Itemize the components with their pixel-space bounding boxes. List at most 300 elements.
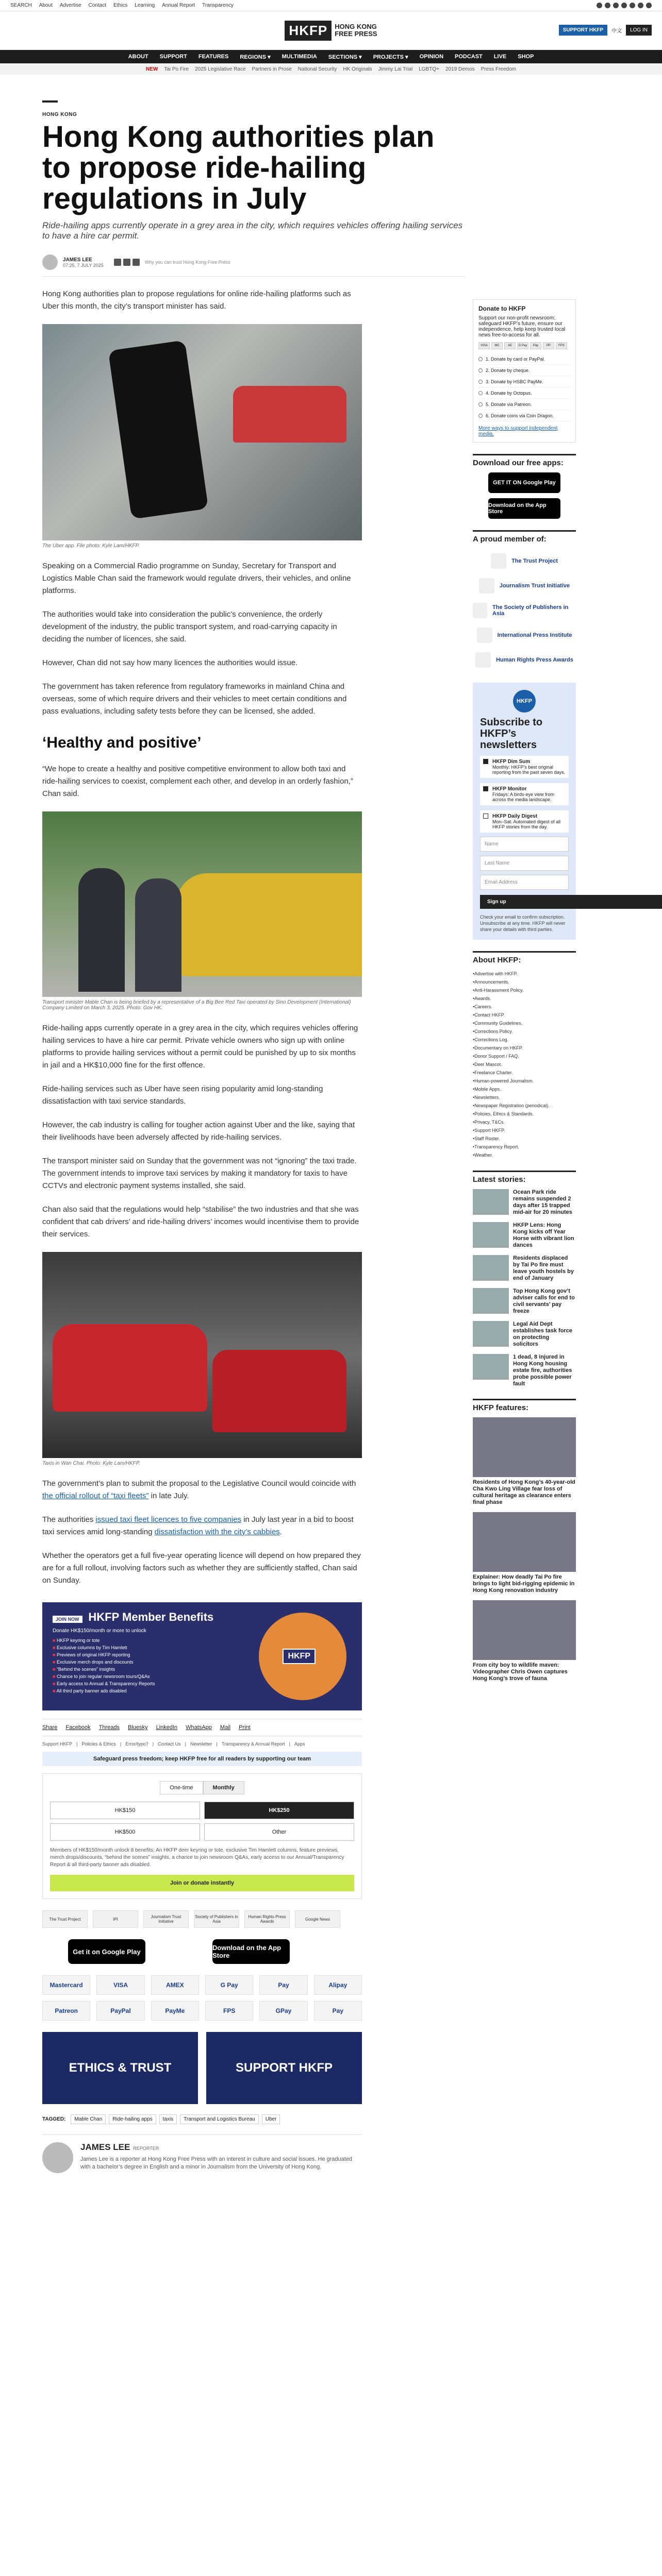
- trend-item[interactable]: Tai Po Fire: [164, 66, 189, 72]
- amount-options: [50, 1802, 354, 1841]
- org-logo[interactable]: IPI: [93, 1910, 138, 1928]
- name-field[interactable]: Name: [480, 837, 569, 852]
- member-logo[interactable]: [473, 623, 576, 648]
- payment-logo[interactable]: Pay: [314, 2001, 362, 2021]
- about-link[interactable]: • Anti-Harassment Policy.: [473, 986, 576, 994]
- story-title: Legal Aid Dept establishes task force on protecting solicitors: [513, 1321, 572, 1347]
- category-label[interactable]: HONG KONG: [42, 112, 77, 117]
- email-field[interactable]: Email Address: [480, 875, 569, 890]
- policy-link[interactable]: Newsletter: [190, 1741, 212, 1747]
- payment-methods: [42, 1975, 362, 2021]
- newsletter-title: Subscribe to HKFP’s newsletters: [480, 717, 543, 751]
- logo-line-2: FREE PRESS: [335, 30, 377, 38]
- annual-report-link[interactable]: Annual Report: [162, 3, 195, 8]
- threads-share-link[interactable]: Threads: [98, 1724, 120, 1731]
- figure-minister-taxi: [42, 811, 362, 1011]
- text-run: .: [279, 1528, 282, 1536]
- bullet-icon: [478, 391, 483, 395]
- donate-text: Support our non-profit newsroom: safeguard HKFP’s future, ensure our independence, help keep trusted local news free-to-access for all.: [478, 315, 566, 338]
- signup-button[interactable]: Sign up: [480, 895, 662, 909]
- payment-logo[interactable]: AMEX: [151, 1975, 199, 1995]
- whatsapp-share-link[interactable]: WhatsApp: [186, 1724, 212, 1731]
- option-desc: Monthly: HKFP’s best original reporting from the past seven days.: [492, 765, 566, 775]
- author-box: [42, 2134, 362, 2173]
- latest-story[interactable]: [473, 1354, 576, 1387]
- latest-story[interactable]: [473, 1255, 576, 1282]
- author-bio: James Lee is a reporter at Hong Kong Free Press with an interest in culture and social issues. He graduated with a bachelor’s degree in English and a minor in Journalism from the University of Hong Kong.: [80, 2156, 353, 2170]
- search-link[interactable]: SEARCH: [10, 3, 32, 8]
- facebook-share-icon[interactable]: [114, 259, 121, 266]
- payment-logo[interactable]: VISA: [96, 1975, 144, 1995]
- article-body: [42, 288, 362, 2173]
- member-benefits-banner[interactable]: [42, 1602, 362, 1710]
- card-icon: VISA: [478, 342, 490, 349]
- bullet-icon: [478, 380, 483, 384]
- trend-item[interactable]: LGBTQ+: [419, 66, 439, 72]
- logo-mark: [479, 578, 494, 594]
- contact-link[interactable]: Contact: [88, 3, 106, 8]
- minister-taxi-photo: [42, 811, 362, 997]
- linkedin-share-link[interactable]: LinkedIn: [156, 1724, 178, 1731]
- story-title: HKFP Lens: Hong Kong kicks off Year Horse with vibrant lion dances: [513, 1222, 574, 1248]
- donate-option[interactable]: [478, 365, 570, 376]
- article-subtitle: Ride-hailing apps currently operate in a grey area in the city, which requires vehicles offering hailing services to have a hire car permit.: [42, 221, 463, 241]
- option-name: HKFP Monitor: [492, 786, 527, 792]
- about-link[interactable]: • Awards.: [473, 994, 576, 1003]
- rss-icon[interactable]: [646, 3, 652, 8]
- login-button[interactable]: LOG IN: [626, 25, 652, 36]
- hkfp-logo[interactable]: [285, 21, 377, 41]
- support-hkfp-button[interactable]: SUPPORT HKFP: [559, 25, 607, 36]
- ethics-link[interactable]: Ethics: [113, 3, 128, 8]
- card-icon: AE: [504, 342, 516, 349]
- about-link[interactable]: • Deer Mascot.: [473, 1060, 576, 1069]
- list-item: ■ Exclusive merch drops and discounts: [53, 1658, 352, 1666]
- more-ways-link[interactable]: More ways to support independent media.: [478, 426, 558, 437]
- about-link[interactable]: • Privacy, T&Cs.: [473, 1118, 576, 1126]
- taxi-fleets-link[interactable]: the official rollout of “taxi fleets”: [42, 1492, 149, 1500]
- option-label: 6. Donate coins via Coin Dragon.: [486, 413, 554, 418]
- one-time-option[interactable]: One-time: [160, 1781, 203, 1794]
- tags-label: TAGGED:: [42, 2116, 66, 2122]
- nav-opinion[interactable]: OPINION: [419, 54, 444, 60]
- option-label: 4. Donate by Octopus.: [486, 390, 532, 396]
- main-nav: [0, 50, 662, 63]
- newsletter-option[interactable]: [480, 810, 569, 833]
- trust-link[interactable]: Why you can trust Hong Kong Free Press: [144, 260, 230, 265]
- text-run: The government’s plan to submit the proposal to the Legislative Council would coincide with: [42, 1479, 356, 1488]
- about-link[interactable]: • Staff Roster.: [473, 1134, 576, 1143]
- nav-sections[interactable]: SECTIONS ▾: [328, 54, 362, 60]
- taxis-photo: [42, 1252, 362, 1458]
- trend-item[interactable]: Jimmy Lai Trial: [378, 66, 413, 72]
- figure-caption: Transport minister Mable Chan is being briefed by a representative of a Big Bee Red Taxi operated by Sino Development (International) Company Limited on March 3, 2025. Photo: Gov HK.: [42, 999, 351, 1011]
- story-title: Ocean Park ride remains suspended 2 days after 15 trapped mid-air for 20 minutes: [513, 1189, 572, 1215]
- bullet-icon: [478, 414, 483, 418]
- mail-share-icon[interactable]: [133, 259, 140, 266]
- list-item: ■ Exclusive columns by Tim Hamlett: [53, 1644, 352, 1651]
- about-link[interactable]: • Contact HKFP.: [473, 1011, 576, 1019]
- member-logo[interactable]: [473, 648, 576, 672]
- card-icon: FPS: [556, 342, 567, 349]
- card-icon: G Pay: [517, 342, 528, 349]
- person-shape: [78, 868, 125, 992]
- member-logo[interactable]: [473, 549, 576, 573]
- features-heading: HKFP features:: [473, 1399, 576, 1412]
- app-store-badge[interactable]: Download on the App Store: [212, 1939, 290, 1964]
- about-heading: About HKFP:: [473, 951, 576, 964]
- policy-link[interactable]: Apps: [294, 1741, 305, 1747]
- figure-uber-app: [42, 324, 362, 549]
- newsletter-fine-print: Check your email to confirm subscription. Unsubscribe at any time. HKFP will never share your details with third parties.: [480, 914, 566, 932]
- last-name-field[interactable]: Last Name: [480, 856, 569, 871]
- member-logo[interactable]: [473, 598, 576, 623]
- sidebar: [473, 288, 576, 1688]
- hkfp-badge: HKFP: [283, 1649, 316, 1664]
- payment-logo[interactable]: Patreon: [42, 2001, 90, 2021]
- about-link[interactable]: • Weather.: [473, 1151, 576, 1159]
- about-link[interactable]: • Donor Support / FAQ.: [473, 1052, 576, 1060]
- logo-mark: [491, 553, 506, 569]
- paragraph: Chan also said that the regulations would help “stabilise” the two industries and that she was confident that cab drivers’ and ride-hailing drivers’ incomes would incentivise them to provide their services.: [42, 1205, 359, 1239]
- tag-list: [42, 2114, 362, 2124]
- bluesky-icon[interactable]: [638, 3, 643, 8]
- mail-share-link[interactable]: Mail: [220, 1724, 231, 1731]
- about-link[interactable]: • Human-powered Journalism.: [473, 1077, 576, 1085]
- taxi-shape: [233, 386, 346, 443]
- threads-icon[interactable]: [630, 3, 635, 8]
- paragraph: The transport minister said on Sunday that the government was not “ignoring” the taxi trade. The government intends to improve taxi services by making it mandatory for taxis to have CCTVs and electronic payment systems installed, she said.: [42, 1157, 357, 1190]
- trend-item[interactable]: Press Freedom: [481, 66, 517, 72]
- about-link[interactable]: • Freelance Charter.: [473, 1069, 576, 1077]
- donate-option[interactable]: [478, 353, 570, 365]
- sidebar-app-store-badge[interactable]: Download on the App Store: [488, 498, 560, 519]
- learning-link[interactable]: Learning: [135, 3, 155, 8]
- hkfp-circle-logo: HKFP: [513, 690, 536, 713]
- card-icon: PP: [543, 342, 554, 349]
- feature-image: [473, 1512, 576, 1572]
- content-wrap: [16, 100, 646, 2173]
- org-logo[interactable]: Human Rights Press Awards: [244, 1910, 290, 1928]
- latest-story[interactable]: [473, 1189, 576, 1216]
- newsletter-option[interactable]: [480, 783, 569, 805]
- donate-button[interactable]: Join or donate instantly: [50, 1875, 354, 1891]
- feature-image: [473, 1600, 576, 1660]
- option-desc: Fridays: A birds-eye view from across the media landscape.: [492, 792, 555, 802]
- about-link[interactable]: • Announcements.: [473, 978, 576, 986]
- paragraph: However, Chan did not say how many licences the authorities would issue.: [42, 658, 298, 667]
- amount-option[interactable]: HK$150: [50, 1802, 200, 1819]
- about-link[interactable]: • Newspaper Registration (periodical).: [473, 1101, 576, 1110]
- about-list: [473, 970, 576, 1159]
- trend-item[interactable]: 2019 Demos: [445, 66, 475, 72]
- list-item: ■ “Behind the scenes” insights: [53, 1666, 352, 1673]
- feature-item[interactable]: [473, 1417, 576, 1506]
- taxi-shape: [176, 873, 362, 976]
- latest-story[interactable]: [473, 1321, 576, 1348]
- phone-shape: [108, 340, 208, 519]
- nav-podcast[interactable]: PODCAST: [455, 54, 483, 60]
- logo-mark: [477, 628, 492, 643]
- donate-options: [478, 353, 570, 421]
- nav-multimedia[interactable]: MULTIMEDIA: [282, 54, 317, 60]
- about-link[interactable]: • Community Guidelines.: [473, 1019, 576, 1027]
- language-toggle[interactable]: 中文: [611, 28, 622, 34]
- org-logo[interactable]: Society of Publishers in Asia: [194, 1910, 239, 1928]
- story-title: Residents displaced by Tai Po fire must leave youth hostels by end of January: [513, 1255, 574, 1281]
- payment-logo[interactable]: Pay: [259, 1975, 307, 1995]
- author-box-name-text: JAMES LEE: [80, 2142, 130, 2152]
- nav-support[interactable]: SUPPORT: [159, 54, 187, 60]
- about-link[interactable]: • Support HKFP.: [473, 1126, 576, 1134]
- nav-regions[interactable]: REGIONS ▾: [240, 54, 271, 60]
- about-link[interactable]: • Mobile Apps.: [473, 1085, 576, 1093]
- about-link[interactable]: • Transparency Report.: [473, 1143, 576, 1151]
- benefits-title: HKFP Member Benefits: [88, 1611, 214, 1623]
- org-logo[interactable]: Journalism Trust Initiative: [143, 1910, 189, 1928]
- tag[interactable]: Transport and Logistics Bureau: [180, 2114, 259, 2124]
- bluesky-share-link[interactable]: Bluesky: [128, 1724, 148, 1731]
- donate-note: Members of HK$150/month unlock 8 benefits: An HKFP deer keyring or tote, exclusive Tim Hamlett columns, feature previews, merch drops/discounts, “behind the scenes” insights, a chance to join newsroom Q&As, early access to our Annual/Transparency Report & all third-party banner ads disabled.: [50, 1848, 344, 1868]
- payment-logo[interactable]: PayMe: [151, 2001, 199, 2021]
- logo-box: HKFP: [285, 21, 332, 41]
- join-now-tag: JOIN NOW: [53, 1616, 82, 1623]
- story-thumbnail: [473, 1354, 509, 1380]
- policy-links: Support HKFP | Policies & Ethics | Error/typo? | Contact Us | Newsletter | Transparency & Annual Report | Apps: [42, 1741, 305, 1747]
- list-item: ■ All third party banner ads disabled: [53, 1687, 352, 1694]
- taxi-shape: [212, 1350, 346, 1432]
- story-title: Top Hong Kong gov’t adviser calls for end to civil servants’ pay freeze: [513, 1288, 575, 1314]
- ethics-trust-banner[interactable]: ETHICS & TRUST: [42, 2032, 198, 2104]
- new-badge: NEW: [145, 66, 158, 72]
- app-store-badges: [68, 1939, 362, 1964]
- text-run: The authorities: [42, 1515, 96, 1524]
- policy-link[interactable]: Contact Us: [158, 1741, 181, 1747]
- list-item: ■ HKFP keyring or tote: [53, 1637, 352, 1644]
- paragraph: [42, 1514, 362, 1538]
- option-label: 1. Donate by card or PayPal.: [486, 356, 545, 362]
- org-logo[interactable]: Google News: [295, 1910, 340, 1928]
- card-icons: [478, 342, 570, 349]
- nav-about[interactable]: ABOUT: [128, 54, 148, 60]
- paragraph: [42, 1478, 362, 1502]
- payment-logo[interactable]: PayPal: [96, 2001, 144, 2021]
- donate-widget: [42, 1773, 362, 1899]
- checkbox-icon: [483, 814, 488, 819]
- share-bar: [42, 1719, 362, 1736]
- x-share-icon[interactable]: [123, 259, 130, 266]
- social-icons: [597, 3, 652, 8]
- donate-option[interactable]: [478, 376, 570, 387]
- taxi-shape: [53, 1324, 207, 1412]
- donate-box-title: Donate to HKFP: [478, 305, 526, 312]
- newsletter-box: [473, 683, 576, 940]
- latest-heading: Latest stories:: [473, 1171, 576, 1184]
- paragraph: The authorities would take into consideration the public’s convenience, the orderly development of the industry, the public transport system, and road-carrying capacity in deciding the number of licences, she said.: [42, 610, 337, 643]
- article-title: Hong Kong authorities plan to propose ride-hailing regulations in July: [42, 120, 435, 215]
- bullet-icon: [478, 402, 483, 406]
- x-icon[interactable]: [605, 3, 610, 8]
- option-desc: Mon–Sat: Automated digest of all HKFP stories from the day.: [492, 819, 561, 829]
- member-heading: A proud member of:: [473, 530, 576, 544]
- paragraph: However, the cab industry is calling for tougher action against Uber and the like, saying that their livelihoods have been adversely affected by ride-hailing services.: [42, 1121, 355, 1142]
- author-avatar[interactable]: [42, 255, 58, 270]
- policy-link[interactable]: Error/typo?: [125, 1741, 148, 1747]
- story-thumbnail: [473, 1255, 509, 1281]
- trend-item[interactable]: Partners in Prose: [252, 66, 292, 72]
- safeguard-banner[interactable]: Safeguard press freedom; keep HKFP free for all readers by supporting our team: [42, 1752, 362, 1766]
- donate-option[interactable]: [478, 410, 570, 421]
- facebook-icon[interactable]: [597, 3, 602, 8]
- payment-logo[interactable]: GPay: [259, 2001, 307, 2021]
- author-name[interactable]: JAMES LEE: [63, 257, 92, 263]
- promo-banners: [42, 2032, 362, 2104]
- story-thumbnail: [473, 1222, 509, 1248]
- uber-app-photo: [42, 324, 362, 540]
- latest-story[interactable]: [473, 1288, 576, 1315]
- paragraph: The government has taken reference from regulatory frameworks in mainland China and overseas, some of which require drivers and their vehicles to meet certain conditions and pass evaluations, including safety tests before they can be licensed, she added.: [42, 682, 347, 716]
- paragraph: Whether the operators get a full five-year operating licence will depend on how prepared they are for a full rollout, involving factors such as whether they are sufficiently staffed, Chan said on Sunday.: [42, 1551, 361, 1585]
- dissatisfaction-link[interactable]: dissatisfaction with the city’s cabbies: [154, 1528, 280, 1536]
- about-link[interactable]: • Policies, Ethics & Standards.: [473, 1110, 576, 1118]
- donate-box: [473, 299, 576, 443]
- member-logo[interactable]: [473, 573, 576, 598]
- trend-item[interactable]: National Security: [297, 66, 337, 72]
- paragraph: Hong Kong authorities plan to propose regulations for online ride-hailing platforms such as Uber this month, the city’s transport minister has said.: [42, 290, 351, 311]
- payment-logo[interactable]: Mastercard: [42, 1975, 90, 1995]
- amount-option-other[interactable]: Other: [204, 1823, 354, 1841]
- policy-link[interactable]: Policies & Ethics: [81, 1741, 116, 1747]
- option-label: 3. Donate by HSBC PayMe.: [486, 379, 543, 384]
- option-name: HKFP Daily Digest: [492, 814, 538, 819]
- trend-item[interactable]: HK Originals: [343, 66, 372, 72]
- payment-logo[interactable]: Alipay: [314, 1975, 362, 1995]
- nav-live[interactable]: LIVE: [493, 54, 507, 60]
- option-label: 2. Donate by cheque.: [486, 367, 530, 373]
- newsletter-option[interactable]: [480, 756, 569, 778]
- policy-link[interactable]: Support HKFP: [42, 1741, 73, 1747]
- youtube-icon[interactable]: [621, 3, 627, 8]
- about-link[interactable]: • Careers.: [473, 1003, 576, 1011]
- about-link[interactable]: About: [39, 3, 53, 8]
- nav-features[interactable]: FEATURES: [198, 54, 229, 60]
- paragraph: Ride-hailing services such as Uber have seen rising popularity amid long-standing dissatisfaction with taxi service standards.: [42, 1084, 323, 1106]
- transparency-link[interactable]: Transparency: [202, 3, 234, 8]
- monthly-option[interactable]: Monthly: [203, 1781, 244, 1794]
- logo-mark: [475, 652, 491, 668]
- feature-title: From city boy to wildlife maven: Videographer Chris Owen captures Hong Kong’s trove of fauna: [473, 1662, 568, 1682]
- nav-shop[interactable]: SHOP: [518, 54, 534, 60]
- story-title: 1 dead, 8 injured in Hong Kong housing estate fire, authorities probe possible power fault: [513, 1354, 572, 1387]
- apps-heading: Download our free apps:: [473, 454, 576, 467]
- tag[interactable]: Ride-hailing apps: [109, 2114, 156, 2124]
- checkbox-checked-icon: [483, 759, 488, 764]
- author-avatar[interactable]: [42, 2142, 73, 2173]
- feature-item[interactable]: [473, 1512, 576, 1594]
- tag[interactable]: taxis: [159, 2114, 177, 2124]
- share-link[interactable]: Share: [42, 1724, 58, 1731]
- paragraph: Speaking on a Commercial Radio programme on Sunday, Secretary for Transport and Logistics Mable Chan said the framework would regulate drivers, their vehicles, and online platforms.: [42, 562, 351, 595]
- option-name: HKFP Dim Sum: [492, 759, 531, 765]
- about-link[interactable]: • Corrections Log.: [473, 1036, 576, 1044]
- tag[interactable]: Uber: [262, 2114, 280, 2124]
- support-hkfp-banner[interactable]: SUPPORT HKFP: [206, 2032, 362, 2104]
- story-thumbnail: [473, 1189, 509, 1215]
- latest-story[interactable]: [473, 1222, 576, 1249]
- option-label: 5. Donate via Patreon.: [486, 401, 532, 407]
- member-name: The Trust Project: [511, 558, 558, 564]
- member-name: Human Rights Press Awards: [496, 657, 573, 663]
- publish-date: 07:25, 7 JULY 2025: [63, 262, 104, 268]
- advertise-link[interactable]: Advertise: [59, 3, 81, 8]
- logo-text: [335, 23, 377, 38]
- section-heading: ‘Healthy and positive’: [42, 734, 202, 751]
- google-play-badge[interactable]: Get it on Google Play: [68, 1939, 145, 1964]
- org-logos: [42, 1910, 362, 1928]
- feature-title: Explainer: How deadly Tai Po fire brings to light bid-rigging epidemic in Hong Kong renovation industry: [473, 1574, 575, 1594]
- sidebar-google-play-badge[interactable]: GET IT ON Google Play: [488, 472, 560, 493]
- about-link[interactable]: • Corrections Policy.: [473, 1027, 576, 1036]
- bullet-icon: [478, 357, 483, 361]
- amount-option[interactable]: HK$500: [50, 1823, 200, 1841]
- category-rule: [42, 100, 58, 103]
- donate-option[interactable]: [478, 399, 570, 410]
- about-link[interactable]: • Advertise with HKFP.: [473, 970, 576, 978]
- print-link[interactable]: Print: [239, 1724, 251, 1731]
- story-thumbnail: [473, 1288, 509, 1314]
- fleet-licences-link[interactable]: issued taxi fleet licences to five companies: [95, 1515, 242, 1524]
- card-icon: MC: [491, 342, 503, 349]
- payment-logo[interactable]: G Pay: [205, 1975, 253, 1995]
- trend-item[interactable]: 2025 Legislative Race: [195, 66, 246, 72]
- trending-bar: [0, 63, 662, 75]
- tag[interactable]: Mable Chan: [71, 2114, 106, 2124]
- policy-link[interactable]: Transparency & Annual Report: [221, 1741, 285, 1747]
- figure-taxis-wanchai: [42, 1252, 362, 1466]
- org-logo[interactable]: The Trust Project: [42, 1910, 88, 1928]
- benefits-desc: Donate HK$150/month or more to unlock: [53, 1628, 146, 1634]
- nav-projects[interactable]: PROJECTS ▾: [373, 54, 408, 60]
- paragraph: “We hope to create a healthy and positive competitive environment to allow both taxi and ride-hailing services to coexist, complement each other, and develop in an orderly fashion,” Chan said.: [42, 765, 353, 798]
- facebook-share-link[interactable]: Facebook: [65, 1724, 91, 1731]
- masthead: [0, 11, 662, 50]
- story-thumbnail: [473, 1321, 509, 1347]
- text-run: in July last year in a bid to boost taxi services amid long-standing: [42, 1515, 354, 1536]
- amount-option-selected[interactable]: HK$250: [204, 1802, 354, 1819]
- person-shape: [135, 878, 181, 992]
- author-box-name[interactable]: [80, 2142, 362, 2153]
- checkbox-checked-icon: [483, 786, 488, 791]
- byline-share: [114, 259, 140, 266]
- feature-item[interactable]: [473, 1600, 576, 1682]
- donate-option[interactable]: [478, 387, 570, 399]
- frequency-toggle: [50, 1781, 354, 1794]
- card-icon: Pay: [530, 342, 541, 349]
- member-name: Journalism Trust Initiative: [499, 583, 570, 589]
- about-link[interactable]: • Documentary on HKFP.: [473, 1044, 576, 1052]
- payment-logo[interactable]: FPS: [205, 2001, 253, 2021]
- logo-mark: [473, 603, 487, 618]
- list-item: ■ Previews of original HKFP reporting: [53, 1651, 352, 1658]
- figure-caption: The Uber app. File photo: Kyle Lam/HKFP.: [42, 543, 140, 549]
- feature-title: Residents of Hong Kong’s 40-year-old Cha Kwo Ling Village fear loss of cultural heritage as clearance enters final phase: [473, 1479, 575, 1505]
- text-run: in late July.: [148, 1492, 189, 1500]
- instagram-icon[interactable]: [613, 3, 619, 8]
- byline: [42, 255, 646, 270]
- figure-caption: Taxis in Wan Chai. Photo: Kyle Lam/HKFP.: [42, 1461, 140, 1466]
- about-link[interactable]: • Newsletters.: [473, 1093, 576, 1101]
- member-name: International Press Institute: [497, 632, 572, 638]
